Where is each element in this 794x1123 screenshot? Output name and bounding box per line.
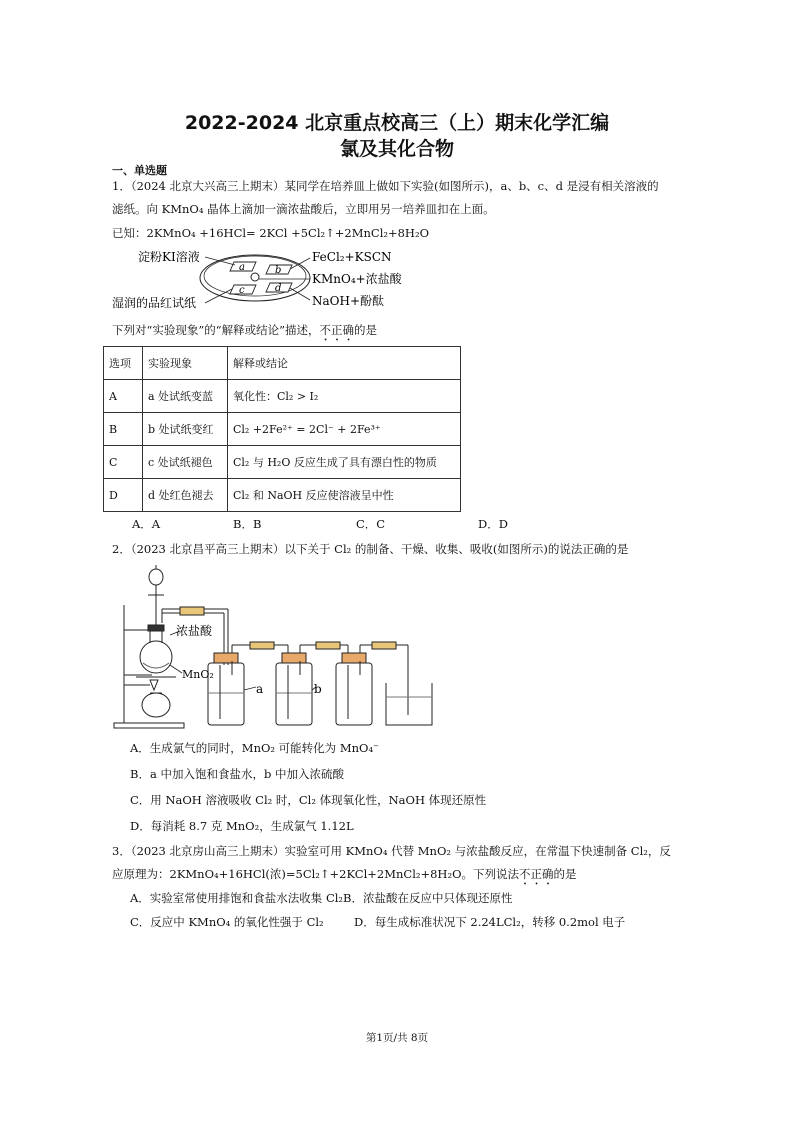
- bottle-b-label: b: [314, 682, 322, 696]
- q1-option-b[interactable]: B．B: [233, 517, 262, 531]
- wet-paper-label: 湿润的品红试纸: [112, 296, 197, 310]
- q2-option-a[interactable]: A．生成氯气的同时，MnO₂ 可能转化为 MnO₄⁻: [130, 741, 380, 755]
- petri-dish-figure: [112, 243, 442, 315]
- starch-ki-label: 淀粉KI溶液: [138, 250, 200, 264]
- title-line-2: 氯及其化合物: [339, 138, 454, 160]
- label-c: c: [239, 285, 245, 296]
- table-row: [104, 479, 461, 512]
- table-row: [104, 380, 461, 413]
- bottle-a-label: a: [256, 682, 264, 696]
- label-a: a: [239, 262, 245, 273]
- table-header: 解释或结论: [228, 347, 461, 380]
- q1-stem-line-1: 1．（2024 北京大兴高三上期末）某同学在培养皿上做如下实验(如图所示)，a、b、c、d 是浸有相关溶液的: [112, 179, 659, 193]
- table-header: 实验现象: [143, 347, 228, 380]
- table-row: [104, 446, 461, 479]
- label-d: d: [275, 283, 282, 294]
- table-cell: a 处试纸变蓝: [143, 380, 228, 413]
- table-cell: Cl₂ 和 NaOH 反应使溶液呈中性: [228, 479, 461, 512]
- q1-known-equation: 已知：2KMnO₄ +16HCl= 2KCl +5Cl₂↑+2MnCl₂+8H₂O: [112, 226, 429, 240]
- table-cell: C: [104, 446, 143, 479]
- table-row: [104, 413, 461, 446]
- section-heading: 一、单选题: [112, 164, 167, 177]
- mno2-label: MnO₂: [182, 668, 214, 681]
- title-line-1: 2022-2024 北京重点校高三（上）期末化学汇编: [184, 112, 610, 134]
- table-cell: d 处红色褪去: [143, 479, 228, 512]
- table-cell: Cl₂ +2Fe²⁺ = 2Cl⁻ + 2Fe³⁺: [228, 413, 461, 446]
- table-cell: A: [104, 380, 143, 413]
- emphasis-not-correct: 不正确: [519, 867, 554, 881]
- q1-option-a[interactable]: A．A: [132, 517, 161, 531]
- table-cell: B: [104, 413, 143, 446]
- kmno4-label: KMnO₄+浓盐酸: [312, 272, 402, 286]
- page-footer: 第1页/共 8页: [365, 1032, 429, 1044]
- q3-stem-line-2: 应原理为：2KMnO₄+16HCl(浓)=5Cl₂↑+2KCl+2MnCl₂+8H₂O。下列说法不正确的是: [112, 867, 577, 881]
- q3-option-d[interactable]: D．每生成标准状况下 2.24LCl₂，转移 0.2mol 电子: [354, 915, 626, 929]
- q1-stem-line-2: 滤纸。向 KMnO₄ 晶体上滴加一滴浓盐酸后，立即用另一培养皿扣在上面。: [112, 202, 495, 216]
- q2-option-c[interactable]: C．用 NaOH 溶液吸收 Cl₂ 时，Cl₂ 体现氧化性，NaOH 体现还原性: [130, 793, 487, 807]
- q3-options-a-b[interactable]: A．实验室常使用排饱和食盐水法收集 Cl₂B．浓盐酸在反应中只体现还原性: [130, 891, 513, 905]
- q1-prompt: 下列对“实验现象”的“解释或结论”描述，不正确的是: [112, 323, 378, 337]
- hcl-label: 浓盐酸: [176, 624, 213, 638]
- q1-option-d[interactable]: D．D: [478, 517, 508, 531]
- q1-answer-table: [103, 346, 461, 512]
- label-b: b: [275, 265, 282, 276]
- fecl2-label: FeCl₂+KSCN: [312, 250, 392, 264]
- table-header-row: [104, 347, 461, 380]
- naoh-label: NaOH+酚酞: [312, 294, 385, 308]
- q2-stem: 2．（2023 北京昌平高三上期末）以下关于 Cl₂ 的制备、干燥、收集、吸收(如图所示)的说法正确的是: [112, 542, 629, 556]
- q2-option-d[interactable]: D．每消耗 8.7 克 MnO₂，生成氯气 1.12L: [130, 819, 354, 833]
- kmno4-crystal: [251, 273, 259, 281]
- table-header: 选项: [104, 347, 143, 380]
- chlorine-apparatus-figure: [110, 565, 455, 735]
- q1-option-c[interactable]: C．C: [356, 517, 386, 531]
- table-cell: Cl₂ 与 H₂O 反应生成了具有漂白性的物质: [228, 446, 461, 479]
- q3-stem-line-1: 3．（2023 北京房山高三上期末）实验室可用 KMnO₄ 代替 MnO₂ 与浓盐酸反应，在常温下快速制备 Cl₂，反: [112, 844, 671, 858]
- q2-option-b[interactable]: B．a 中加入饱和食盐水，b 中加入浓硫酸: [130, 767, 344, 781]
- table-cell: D: [104, 479, 143, 512]
- emphasis-not-correct: 不正确: [319, 323, 355, 337]
- table-cell: b 处试纸变红: [143, 413, 228, 446]
- table-cell: 氧化性：Cl₂ > I₂: [228, 380, 461, 413]
- table-cell: c 处试纸褪色: [143, 446, 228, 479]
- q3-option-c[interactable]: C．反应中 KMnO₄ 的氧化性强于 Cl₂: [130, 915, 324, 929]
